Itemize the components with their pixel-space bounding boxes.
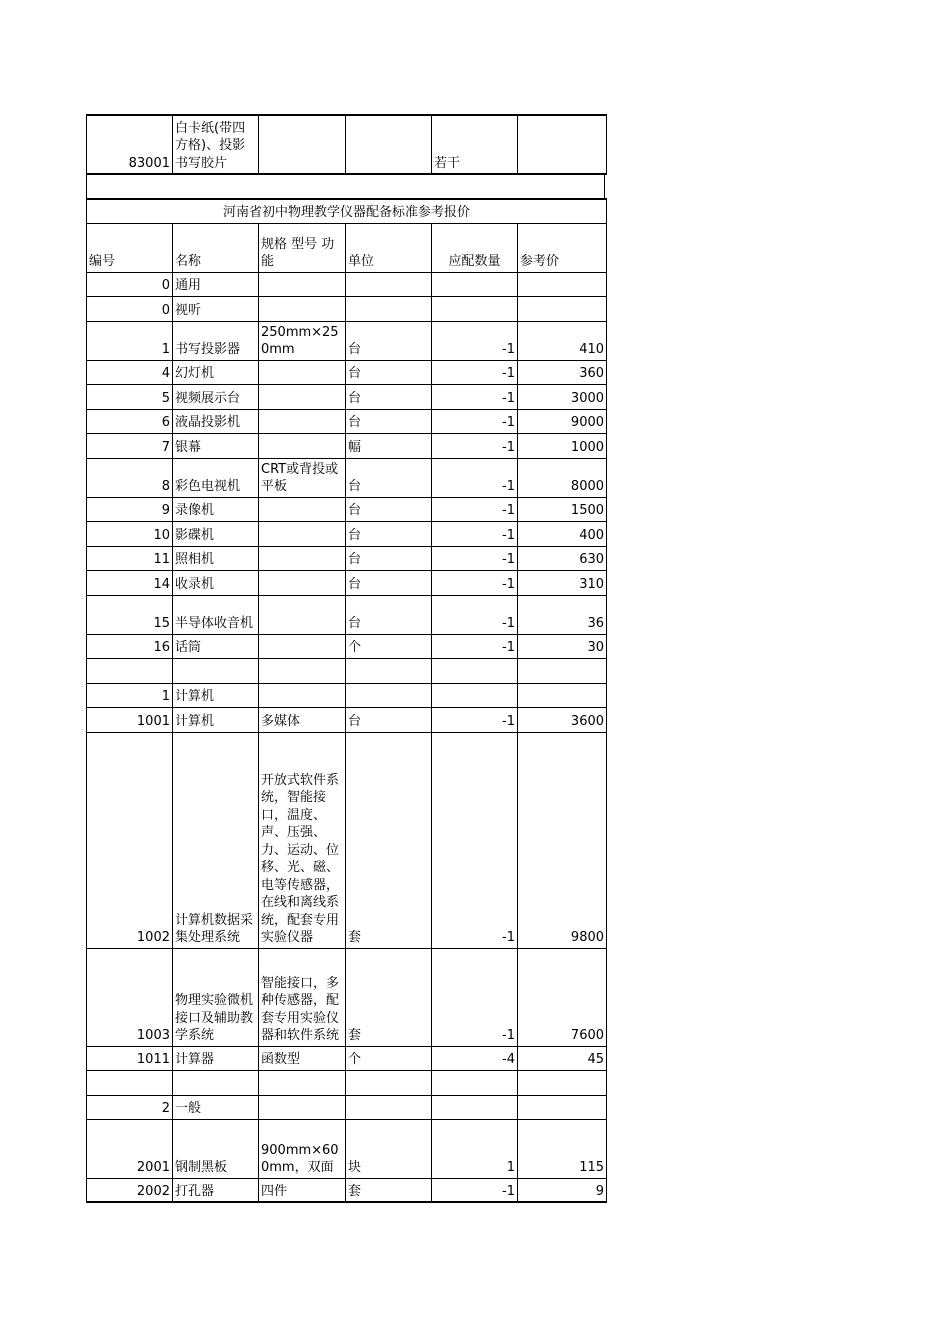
header-qty: 应配数量 [432, 223, 518, 272]
cell-price: 310 [518, 570, 607, 595]
cell-name: 话筒 [173, 634, 259, 658]
section-gap [86, 174, 605, 198]
cell-name: 液晶投影机 [173, 409, 259, 433]
cell-qty: -1 [432, 384, 518, 409]
cell-code [87, 1070, 173, 1095]
cell-code: 2001 [87, 1119, 173, 1178]
cell-name: 白卡纸(带四方格)、投影书写胶片 [173, 115, 259, 174]
table-row [87, 1070, 607, 1095]
cell-code: 1001 [87, 707, 173, 732]
cell-code: 15 [87, 595, 173, 634]
cell-qty: -1 [432, 948, 518, 1046]
cell-unit: 台 [346, 409, 432, 433]
table-row [87, 433, 607, 458]
header-name: 名称 [173, 223, 259, 272]
cell-qty: -1 [432, 707, 518, 732]
cell-spec [259, 546, 346, 570]
cell-qty [432, 1070, 518, 1095]
top-fragment-table [86, 114, 607, 175]
table-row [87, 658, 607, 683]
cell-price: 45 [518, 1046, 607, 1070]
cell-price [518, 272, 607, 296]
cell-spec [259, 683, 346, 707]
cell-spec [259, 115, 346, 174]
cell-qty: -1 [432, 321, 518, 360]
cell-qty: -1 [432, 433, 518, 458]
cell-code: 1 [87, 321, 173, 360]
header-row [87, 223, 607, 272]
cell-qty: -1 [432, 546, 518, 570]
table-row [87, 458, 607, 497]
header-price: 参考价 [518, 223, 607, 272]
cell-unit: 台 [346, 546, 432, 570]
cell-unit: 个 [346, 1046, 432, 1070]
cell-price [518, 1070, 607, 1095]
cell-price [518, 115, 607, 174]
table-body [87, 272, 607, 1202]
cell-unit: 套 [346, 1178, 432, 1202]
cell-price: 3600 [518, 707, 607, 732]
cell-name: 半导体收音机 [173, 595, 259, 634]
cell-unit: 幅 [346, 433, 432, 458]
cell-code: 1003 [87, 948, 173, 1046]
table-row [87, 321, 607, 360]
cell-qty: -4 [432, 1046, 518, 1070]
cell-spec [259, 497, 346, 521]
cell-name: 物理实验微机接口及辅助教学系统 [173, 948, 259, 1046]
table-row [87, 1046, 607, 1070]
cell-unit: 个 [346, 634, 432, 658]
table-row [87, 296, 607, 321]
cell-price: 360 [518, 360, 607, 384]
cell-spec [259, 360, 346, 384]
cell-qty: -1 [432, 732, 518, 948]
cell-spec [259, 296, 346, 321]
header-code: 编号 [87, 223, 173, 272]
cell-price [518, 683, 607, 707]
table-row [87, 409, 607, 433]
table-row [87, 546, 607, 570]
cell-code: 14 [87, 570, 173, 595]
cell-name: 一般 [173, 1095, 259, 1119]
cell-unit: 台 [346, 384, 432, 409]
cell-price: 8000 [518, 458, 607, 497]
cell-code: 16 [87, 634, 173, 658]
cell-qty: 若干 [432, 115, 518, 174]
cell-price: 400 [518, 521, 607, 546]
cell-price: 9800 [518, 732, 607, 948]
cell-code: 11 [87, 546, 173, 570]
cell-spec [259, 570, 346, 595]
cell-spec [259, 384, 346, 409]
cell-unit: 台 [346, 321, 432, 360]
cell-unit: 套 [346, 948, 432, 1046]
cell-qty: -1 [432, 458, 518, 497]
cell-code [87, 658, 173, 683]
cell-qty [432, 683, 518, 707]
cell-name: 彩色电视机 [173, 458, 259, 497]
cell-code: 10 [87, 521, 173, 546]
cell-price: 30 [518, 634, 607, 658]
cell-qty [432, 272, 518, 296]
cell-price: 36 [518, 595, 607, 634]
table-row [87, 707, 607, 732]
cell-price: 3000 [518, 384, 607, 409]
cell-qty: -1 [432, 634, 518, 658]
cell-name: 计算机 [173, 707, 259, 732]
cell-code: 7 [87, 433, 173, 458]
cell-name: 计算机数据采集处理系统 [173, 732, 259, 948]
table-row [87, 570, 607, 595]
table-row [87, 683, 607, 707]
table-row [87, 384, 607, 409]
cell-name: 打孔器 [173, 1178, 259, 1202]
price-table [86, 198, 607, 1203]
cell-spec [259, 658, 346, 683]
cell-unit: 套 [346, 732, 432, 948]
cell-name: 影碟机 [173, 521, 259, 546]
cell-qty: -1 [432, 595, 518, 634]
cell-unit: 台 [346, 360, 432, 384]
cell-qty: 1 [432, 1119, 518, 1178]
cell-price: 630 [518, 546, 607, 570]
cell-spec: 开放式软件系统，智能接口，温度、声、压强、力、运动、位移、光、磁、电等传感器，在线和离线系统，配套专用实验仪器 [259, 732, 346, 948]
cell-qty [432, 1095, 518, 1119]
cell-spec [259, 634, 346, 658]
cell-code: 83001 [87, 115, 173, 174]
cell-spec [259, 272, 346, 296]
cell-qty: -1 [432, 409, 518, 433]
cell-unit [346, 296, 432, 321]
cell-unit: 台 [346, 458, 432, 497]
cell-code: 6 [87, 409, 173, 433]
title-row [87, 199, 607, 223]
table-row [87, 948, 607, 1046]
cell-unit: 台 [346, 497, 432, 521]
cell-spec [259, 1095, 346, 1119]
cell-code: 9 [87, 497, 173, 521]
cell-code: 8 [87, 458, 173, 497]
cell-name [173, 658, 259, 683]
cell-spec [259, 595, 346, 634]
cell-name: 视听 [173, 296, 259, 321]
cell-price: 9 [518, 1178, 607, 1202]
cell-name: 计算器 [173, 1046, 259, 1070]
cell-unit: 台 [346, 707, 432, 732]
cell-unit [346, 1095, 432, 1119]
table-row [87, 1178, 607, 1202]
cell-code: 4 [87, 360, 173, 384]
cell-name: 视频展示台 [173, 384, 259, 409]
cell-price: 410 [518, 321, 607, 360]
cell-code: 2002 [87, 1178, 173, 1202]
cell-spec: 智能接口，多种传感器，配套专用实验仪器和软件系统 [259, 948, 346, 1046]
cell-qty [432, 296, 518, 321]
cell-qty: -1 [432, 360, 518, 384]
cell-unit [346, 272, 432, 296]
table-row [87, 732, 607, 948]
cell-qty: -1 [432, 1178, 518, 1202]
cell-price [518, 296, 607, 321]
cell-spec [259, 433, 346, 458]
cell-name: 书写投影器 [173, 321, 259, 360]
cell-price: 1000 [518, 433, 607, 458]
cell-spec [259, 1070, 346, 1095]
cell-unit: 块 [346, 1119, 432, 1178]
cell-unit: 台 [346, 595, 432, 634]
cell-spec [259, 521, 346, 546]
cell-price [518, 658, 607, 683]
table-row [87, 634, 607, 658]
cell-qty: -1 [432, 497, 518, 521]
cell-code: 0 [87, 296, 173, 321]
cell-spec: CRT或背投或平板 [259, 458, 346, 497]
cell-name [173, 1070, 259, 1095]
table-row [87, 1119, 607, 1178]
header-spec: 规格 型号 功能 [259, 223, 346, 272]
cell-qty: -1 [432, 521, 518, 546]
table-row [87, 595, 607, 634]
cell-unit [346, 1070, 432, 1095]
cell-name: 银幕 [173, 433, 259, 458]
cell-name: 钢制黑板 [173, 1119, 259, 1178]
cell-qty [432, 658, 518, 683]
page-title: 河南省初中物理教学仪器配备标准参考报价 [87, 199, 607, 223]
cell-code: 1002 [87, 732, 173, 948]
table-row [87, 272, 607, 296]
cell-qty: -1 [432, 570, 518, 595]
cell-name: 录像机 [173, 497, 259, 521]
cell-spec: 900mm×600mm，双面 [259, 1119, 346, 1178]
cell-unit [346, 683, 432, 707]
table-row [87, 1095, 607, 1119]
header-unit: 单位 [346, 223, 432, 272]
cell-unit [346, 658, 432, 683]
cell-code: 2 [87, 1095, 173, 1119]
cell-price: 9000 [518, 409, 607, 433]
cell-name: 收录机 [173, 570, 259, 595]
cell-code: 5 [87, 384, 173, 409]
cell-unit: 台 [346, 521, 432, 546]
cell-spec: 四件 [259, 1178, 346, 1202]
cell-price [518, 1095, 607, 1119]
cell-name: 通用 [173, 272, 259, 296]
table-row [87, 360, 607, 384]
cell-code: 1 [87, 683, 173, 707]
cell-spec: 250mm×250mm [259, 321, 346, 360]
cell-spec [259, 409, 346, 433]
table-row [87, 497, 607, 521]
cell-name: 计算机 [173, 683, 259, 707]
cell-unit: 台 [346, 570, 432, 595]
cell-price: 115 [518, 1119, 607, 1178]
table-row [87, 115, 607, 174]
cell-code: 1011 [87, 1046, 173, 1070]
cell-spec: 函数型 [259, 1046, 346, 1070]
cell-name: 照相机 [173, 546, 259, 570]
cell-price: 7600 [518, 948, 607, 1046]
cell-unit [346, 115, 432, 174]
cell-name: 幻灯机 [173, 360, 259, 384]
table-row [87, 521, 607, 546]
cell-spec: 多媒体 [259, 707, 346, 732]
cell-price: 1500 [518, 497, 607, 521]
cell-code: 0 [87, 272, 173, 296]
